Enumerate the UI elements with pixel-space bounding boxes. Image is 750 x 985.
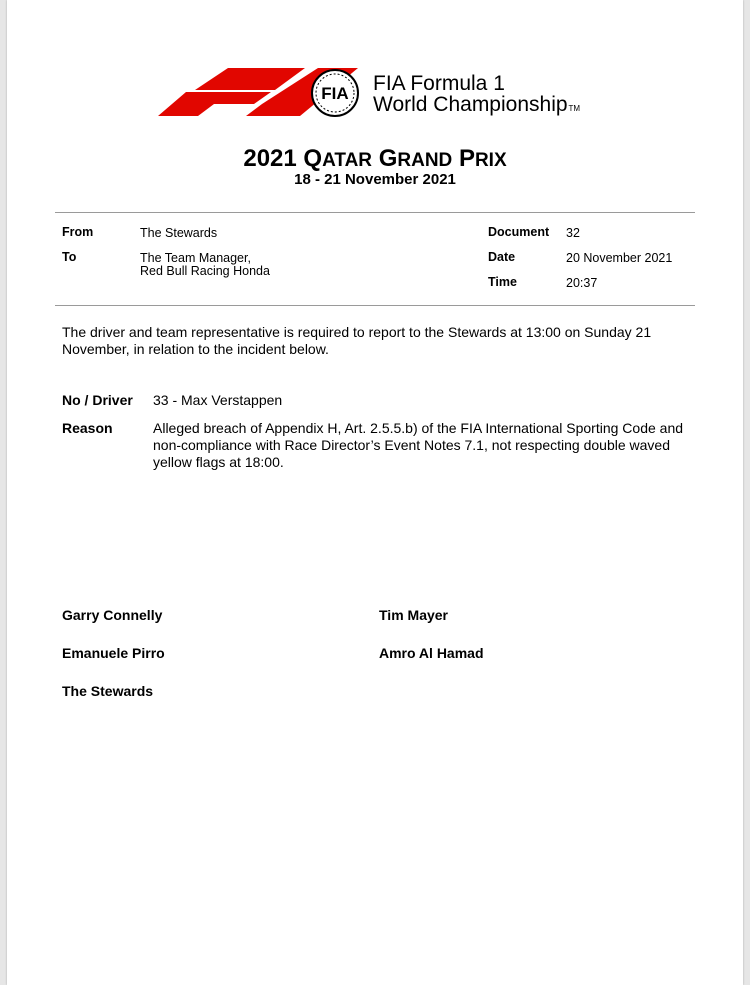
summons-text: The driver and team representative is required to report to the Stewards at 13:00 on Sunday 21 November, in relation to the incident below. [62,324,652,357]
reason-label: Reason [62,420,113,436]
date-label: Date [488,250,516,264]
date-value: 20 November 2021 [566,251,673,265]
divider-bottom [55,305,695,306]
time-label: Time [488,275,517,289]
to-value-line2: Red Bull Racing Honda [140,264,270,278]
to-value-line1: The Team Manager, [140,251,251,265]
to-label: To [62,250,77,264]
event-dates: 18 - 21 November 2021 [294,171,456,188]
f1-logo [158,68,608,120]
from-label: From [62,225,94,239]
fia-emblem-icon [310,68,360,118]
steward-name: Emanuele Pirro [62,645,165,661]
divider-top [55,212,695,213]
driver-value: 33 - Max Verstappen [153,392,283,408]
stewards-signoff: The Stewards [62,683,154,699]
document-label: Document [488,225,550,239]
from-value: The Stewards [140,226,218,240]
logo-text-line1: FIA Formula 1 [373,72,505,95]
driver-label: No / Driver [62,392,133,408]
document-number: 32 [566,226,580,240]
steward-name: Amro Al Hamad [379,645,484,661]
reason-value: Alleged breach of Appendix H, Art. 2.5.5.b) of the FIA International Sporting Code and non-compliance with Race Director’s Event Notes 7.1, not respecting double waved yellow flags at 18:00. [153,420,684,470]
svg-text:FIA: FIA [321,84,349,103]
logo-text-line2: World ChampionshipTM [373,93,581,116]
document-title: 2021 QATAR GRAND PRIX [243,145,507,172]
steward-name: Garry Connelly [62,607,163,623]
steward-name: Tim Mayer [379,607,448,623]
time-value: 20:37 [566,276,598,290]
